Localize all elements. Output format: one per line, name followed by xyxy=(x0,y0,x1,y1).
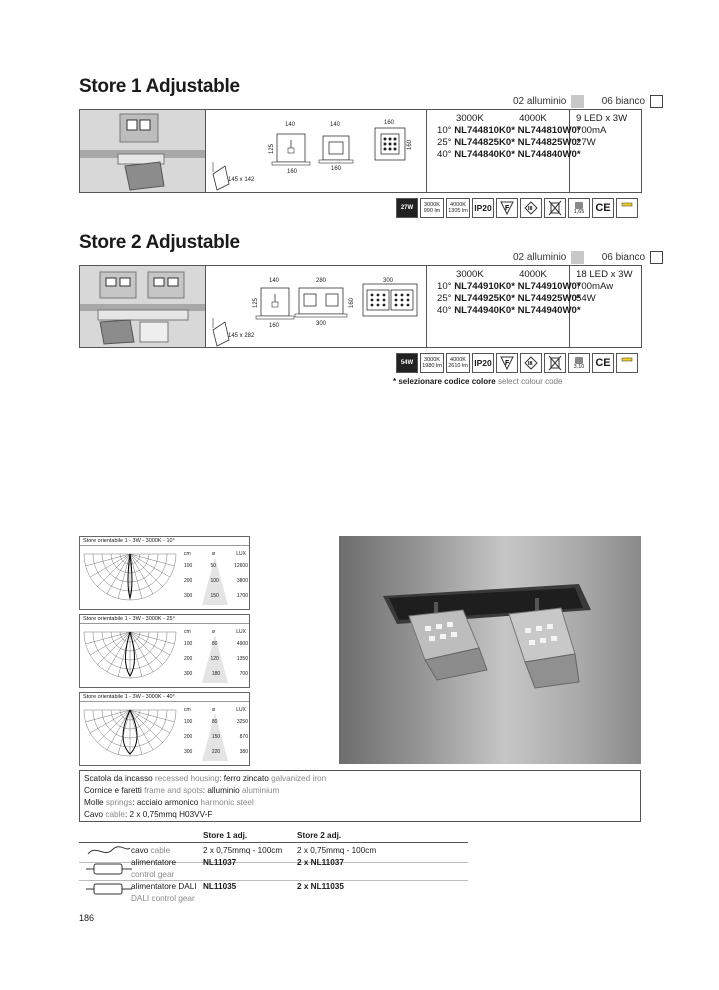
product-photo xyxy=(339,536,641,764)
alu-swatch xyxy=(571,95,584,108)
weee-bin-icon xyxy=(544,198,566,218)
material-row: Molle springs: acciaio armonico harmonic steel xyxy=(84,798,254,807)
spec-current: 700mAw xyxy=(576,281,614,292)
cone-row: 200 150 870 xyxy=(184,734,248,740)
codes-header: 3000K 4000K xyxy=(456,113,547,124)
acc-col1-header: Store 1 adj. xyxy=(203,831,248,840)
cone-row: 200 120 1350 xyxy=(184,656,248,662)
acc-divider xyxy=(79,842,468,843)
store2-specs-cell xyxy=(570,266,639,347)
acc-dali-label: alimentatore DALI DALI control gear xyxy=(131,882,197,903)
control-gear-icon xyxy=(86,862,132,876)
white-swatch xyxy=(650,95,663,108)
dim-g: 160 xyxy=(349,297,356,309)
led-light-icon xyxy=(616,198,638,218)
cone-header: cm ø LUX xyxy=(184,551,246,557)
dim-e: 160 xyxy=(269,323,280,329)
code-row: 40° NL744940K0* NL744940W0* xyxy=(437,305,581,316)
cone-row: 100 80 3250 xyxy=(184,719,248,725)
spec-led: 9 LED x 3W xyxy=(576,113,628,124)
weight-badge: 1,65 xyxy=(568,198,590,218)
color-alu-label: 02 alluminio xyxy=(513,96,567,108)
lumen-4000-badge: 4000K 1305 lm xyxy=(446,198,470,218)
photometric-panel xyxy=(79,614,250,688)
spec-led: 18 LED x 3W xyxy=(576,269,633,280)
polar-diagram xyxy=(82,626,178,684)
cone-row: 300 220 380 xyxy=(184,749,248,755)
cone-row: 200 100 3800 xyxy=(184,578,248,584)
store1-badges xyxy=(394,198,638,218)
dim-c: 160 xyxy=(384,120,395,126)
cable-icon xyxy=(86,842,132,862)
acc-dali-v1: NL11035 xyxy=(203,882,237,891)
dim-a: 140 xyxy=(269,278,280,284)
store1-codes-cell xyxy=(426,110,581,192)
photometric-panel xyxy=(79,692,250,766)
class-iii-icon xyxy=(520,353,542,373)
led-light-icon xyxy=(616,353,638,373)
svg-text:III: III xyxy=(528,206,533,212)
acc-gear-v1: NL11037 xyxy=(203,858,237,867)
acc-dali-v2: 2 x NL11035 xyxy=(297,882,344,891)
dim-e: 160 xyxy=(287,169,298,175)
acc-cable-v2: 2 x 0,75mmq - 100cm xyxy=(297,846,377,855)
svg-text:F: F xyxy=(505,360,510,367)
cone-row: 100 50 12600 xyxy=(184,563,248,569)
acc-cable-v1: 2 x 0,75mmq - 100cm xyxy=(203,846,283,855)
dim-f: 160 xyxy=(331,166,342,172)
dim-c: 300 xyxy=(383,278,394,284)
polar-diagram xyxy=(82,548,178,606)
lumen-3000-badge: 3000K 1980 lm xyxy=(420,353,444,373)
ip-badge: IP20 xyxy=(472,353,494,373)
color-alu-label: 02 alluminio xyxy=(513,252,567,264)
spec-current: 700mA xyxy=(576,125,607,136)
dali-gear-icon xyxy=(86,882,132,896)
weight-icon xyxy=(574,356,584,364)
svg-text:F: F xyxy=(505,205,510,212)
acc-col2-header: Store 2 adj. xyxy=(297,831,342,840)
polar-diagram xyxy=(82,704,178,762)
dim-d: 125 xyxy=(253,297,260,309)
store1-color-options xyxy=(513,95,663,108)
cone-header: cm ø LUX xyxy=(184,707,246,713)
store1-table xyxy=(79,109,642,193)
watt-badge: 54W xyxy=(396,353,418,373)
colour-code-note: * selezionare codice colore select colour code xyxy=(393,377,563,386)
white-swatch xyxy=(650,251,663,264)
cone-header: cm ø LUX xyxy=(184,629,246,635)
code-row: 25° NL744825K0* NL744825W0* xyxy=(437,137,581,148)
store1-title: Store 1 Adjustable xyxy=(79,76,240,97)
alu-swatch xyxy=(571,251,584,264)
lumen-4000-badge: 4000K 2610 lm xyxy=(446,353,470,373)
f-mark-icon xyxy=(496,198,518,218)
class-iii-icon xyxy=(520,198,542,218)
code-row: 10° NL744810K0* NL744810W0* xyxy=(437,125,581,136)
code-row: 40° NL744840K0* NL744840W0* xyxy=(437,149,581,160)
dim-b: 140 xyxy=(330,122,341,128)
acc-gear-label: alimentatore control gear xyxy=(131,858,177,879)
store1-specs-cell xyxy=(570,110,639,192)
store1-photo-cell xyxy=(80,110,206,192)
lumen-3000-badge: 3000K 990 lm xyxy=(420,198,444,218)
spec-power: 27W xyxy=(576,137,596,148)
material-row: Cavo cable: 2 x 0,75mmq H03VV-F xyxy=(84,810,213,819)
ce-mark-icon: CE xyxy=(592,353,614,373)
cone-row: 300 150 1700 xyxy=(184,593,248,599)
product-photo-render xyxy=(339,536,641,764)
materials-box xyxy=(79,770,641,822)
photometric-title: Store orientabile 1 - 3W - 3000K - 10° xyxy=(80,537,249,546)
acc-cable-label: cavo cable xyxy=(131,846,171,855)
material-row: Scatola da incasso recessed housing: ferro zincato galvanized iron xyxy=(84,774,327,783)
store2-photo-cell xyxy=(80,266,206,347)
code-row: 10° NL744910K0* NL744910W0* xyxy=(437,281,581,292)
watt-badge: 27W xyxy=(396,198,418,218)
store2-color-options xyxy=(513,251,663,264)
dim-g: 160 xyxy=(407,139,414,151)
dim-d: 125 xyxy=(269,143,276,155)
dim-f: 300 xyxy=(316,321,327,327)
store2-product-image xyxy=(80,266,205,347)
dim-a: 140 xyxy=(285,122,296,128)
spec-power: 54W xyxy=(576,293,596,304)
cutout-size: 145 x 142 xyxy=(228,177,255,183)
store2-table xyxy=(79,265,642,348)
color-white-label: 06 bianco xyxy=(601,96,646,108)
weee-bin-icon xyxy=(544,353,566,373)
acc-gear-v2: 2 x NL11037 xyxy=(297,858,344,867)
cone-row: 300 180 700 xyxy=(184,671,248,677)
color-white-label: 06 bianco xyxy=(601,252,646,264)
photometric-panel xyxy=(79,536,250,610)
store1-product-image xyxy=(80,110,205,192)
store1-drawing-cell xyxy=(205,110,427,192)
page-number: 186 xyxy=(79,913,95,923)
ce-mark-icon: CE xyxy=(592,198,614,218)
store2-title: Store 2 Adjustable xyxy=(79,232,240,253)
weight-icon xyxy=(574,201,584,209)
store2-badges xyxy=(394,353,638,373)
weight-badge: 3,10 xyxy=(568,353,590,373)
code-row: 25° NL744925K0* NL744925W0* xyxy=(437,293,581,304)
store2-drawing-cell xyxy=(205,266,427,347)
f-mark-icon xyxy=(496,353,518,373)
cutout-size: 145 x 282 xyxy=(228,333,255,339)
svg-text:III: III xyxy=(528,361,533,367)
codes-header: 3000K 4000K xyxy=(456,269,547,280)
photometric-title: Store orientabile 1 - 3W - 3000K - 40° xyxy=(80,693,249,702)
store2-codes-cell xyxy=(426,266,581,347)
material-row: Cornice e faretti frame and spots: alluminio aluminium xyxy=(84,786,280,795)
ip-badge: IP20 xyxy=(472,198,494,218)
dim-b: 280 xyxy=(316,278,327,284)
cone-row: 100 80 4900 xyxy=(184,641,248,647)
photometric-title: Store orientabile 1 - 3W - 3000K - 25° xyxy=(80,615,249,624)
